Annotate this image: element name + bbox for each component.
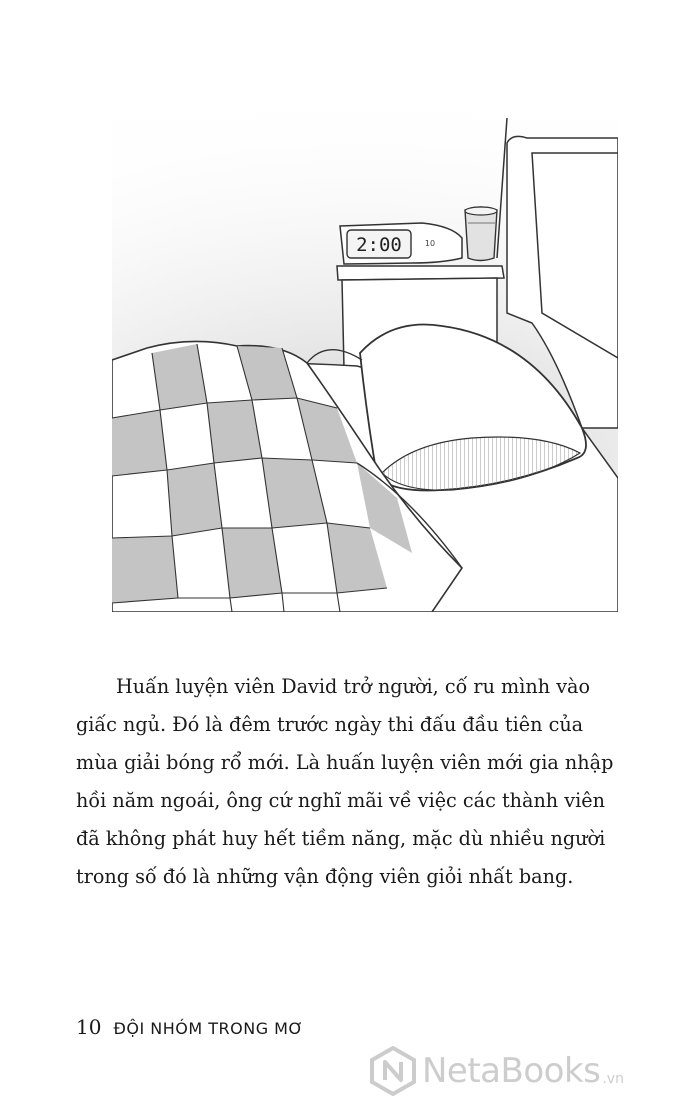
paragraph-line: đã không phát huy hết tiềm năng, mặc dù nhiều người: [76, 827, 606, 850]
watermark-suffix: .vn: [602, 1071, 624, 1087]
bedroom-drawing: [112, 98, 618, 612]
netabooks-logo-icon: [370, 1046, 416, 1096]
alarm-clock: [340, 223, 462, 264]
page-footer: [76, 1015, 304, 1039]
water-glass: [465, 207, 497, 261]
watermark: [370, 1045, 624, 1097]
paragraph-line: trong số đó là những vận động viên giỏi nhất bang.: [76, 865, 574, 888]
paragraph-line: mùa giải bóng rổ mới. Là huấn luyện viên mới gia nhập: [76, 751, 614, 774]
page-number: 10: [76, 1015, 102, 1039]
clock-small-label: 10: [424, 239, 436, 248]
paragraph-line: Huấn luyện viên David trở người, cố ru mình vào: [116, 675, 591, 698]
body-paragraph: [76, 668, 636, 896]
paragraph-line: hồi năm ngoái, ông cứ nghĩ mãi về việc các thành viên: [76, 789, 605, 812]
clock-time-text: 2:00: [356, 234, 402, 256]
watermark-brand: NetaBooks: [422, 1051, 601, 1091]
running-title: ĐỘI NHÓM TRONG MƠ: [113, 1019, 304, 1038]
paragraph-line: giấc ngủ. Đó là đêm trước ngày thi đấu đầu tiên của: [76, 713, 584, 736]
bedroom-illustration: [112, 98, 618, 612]
